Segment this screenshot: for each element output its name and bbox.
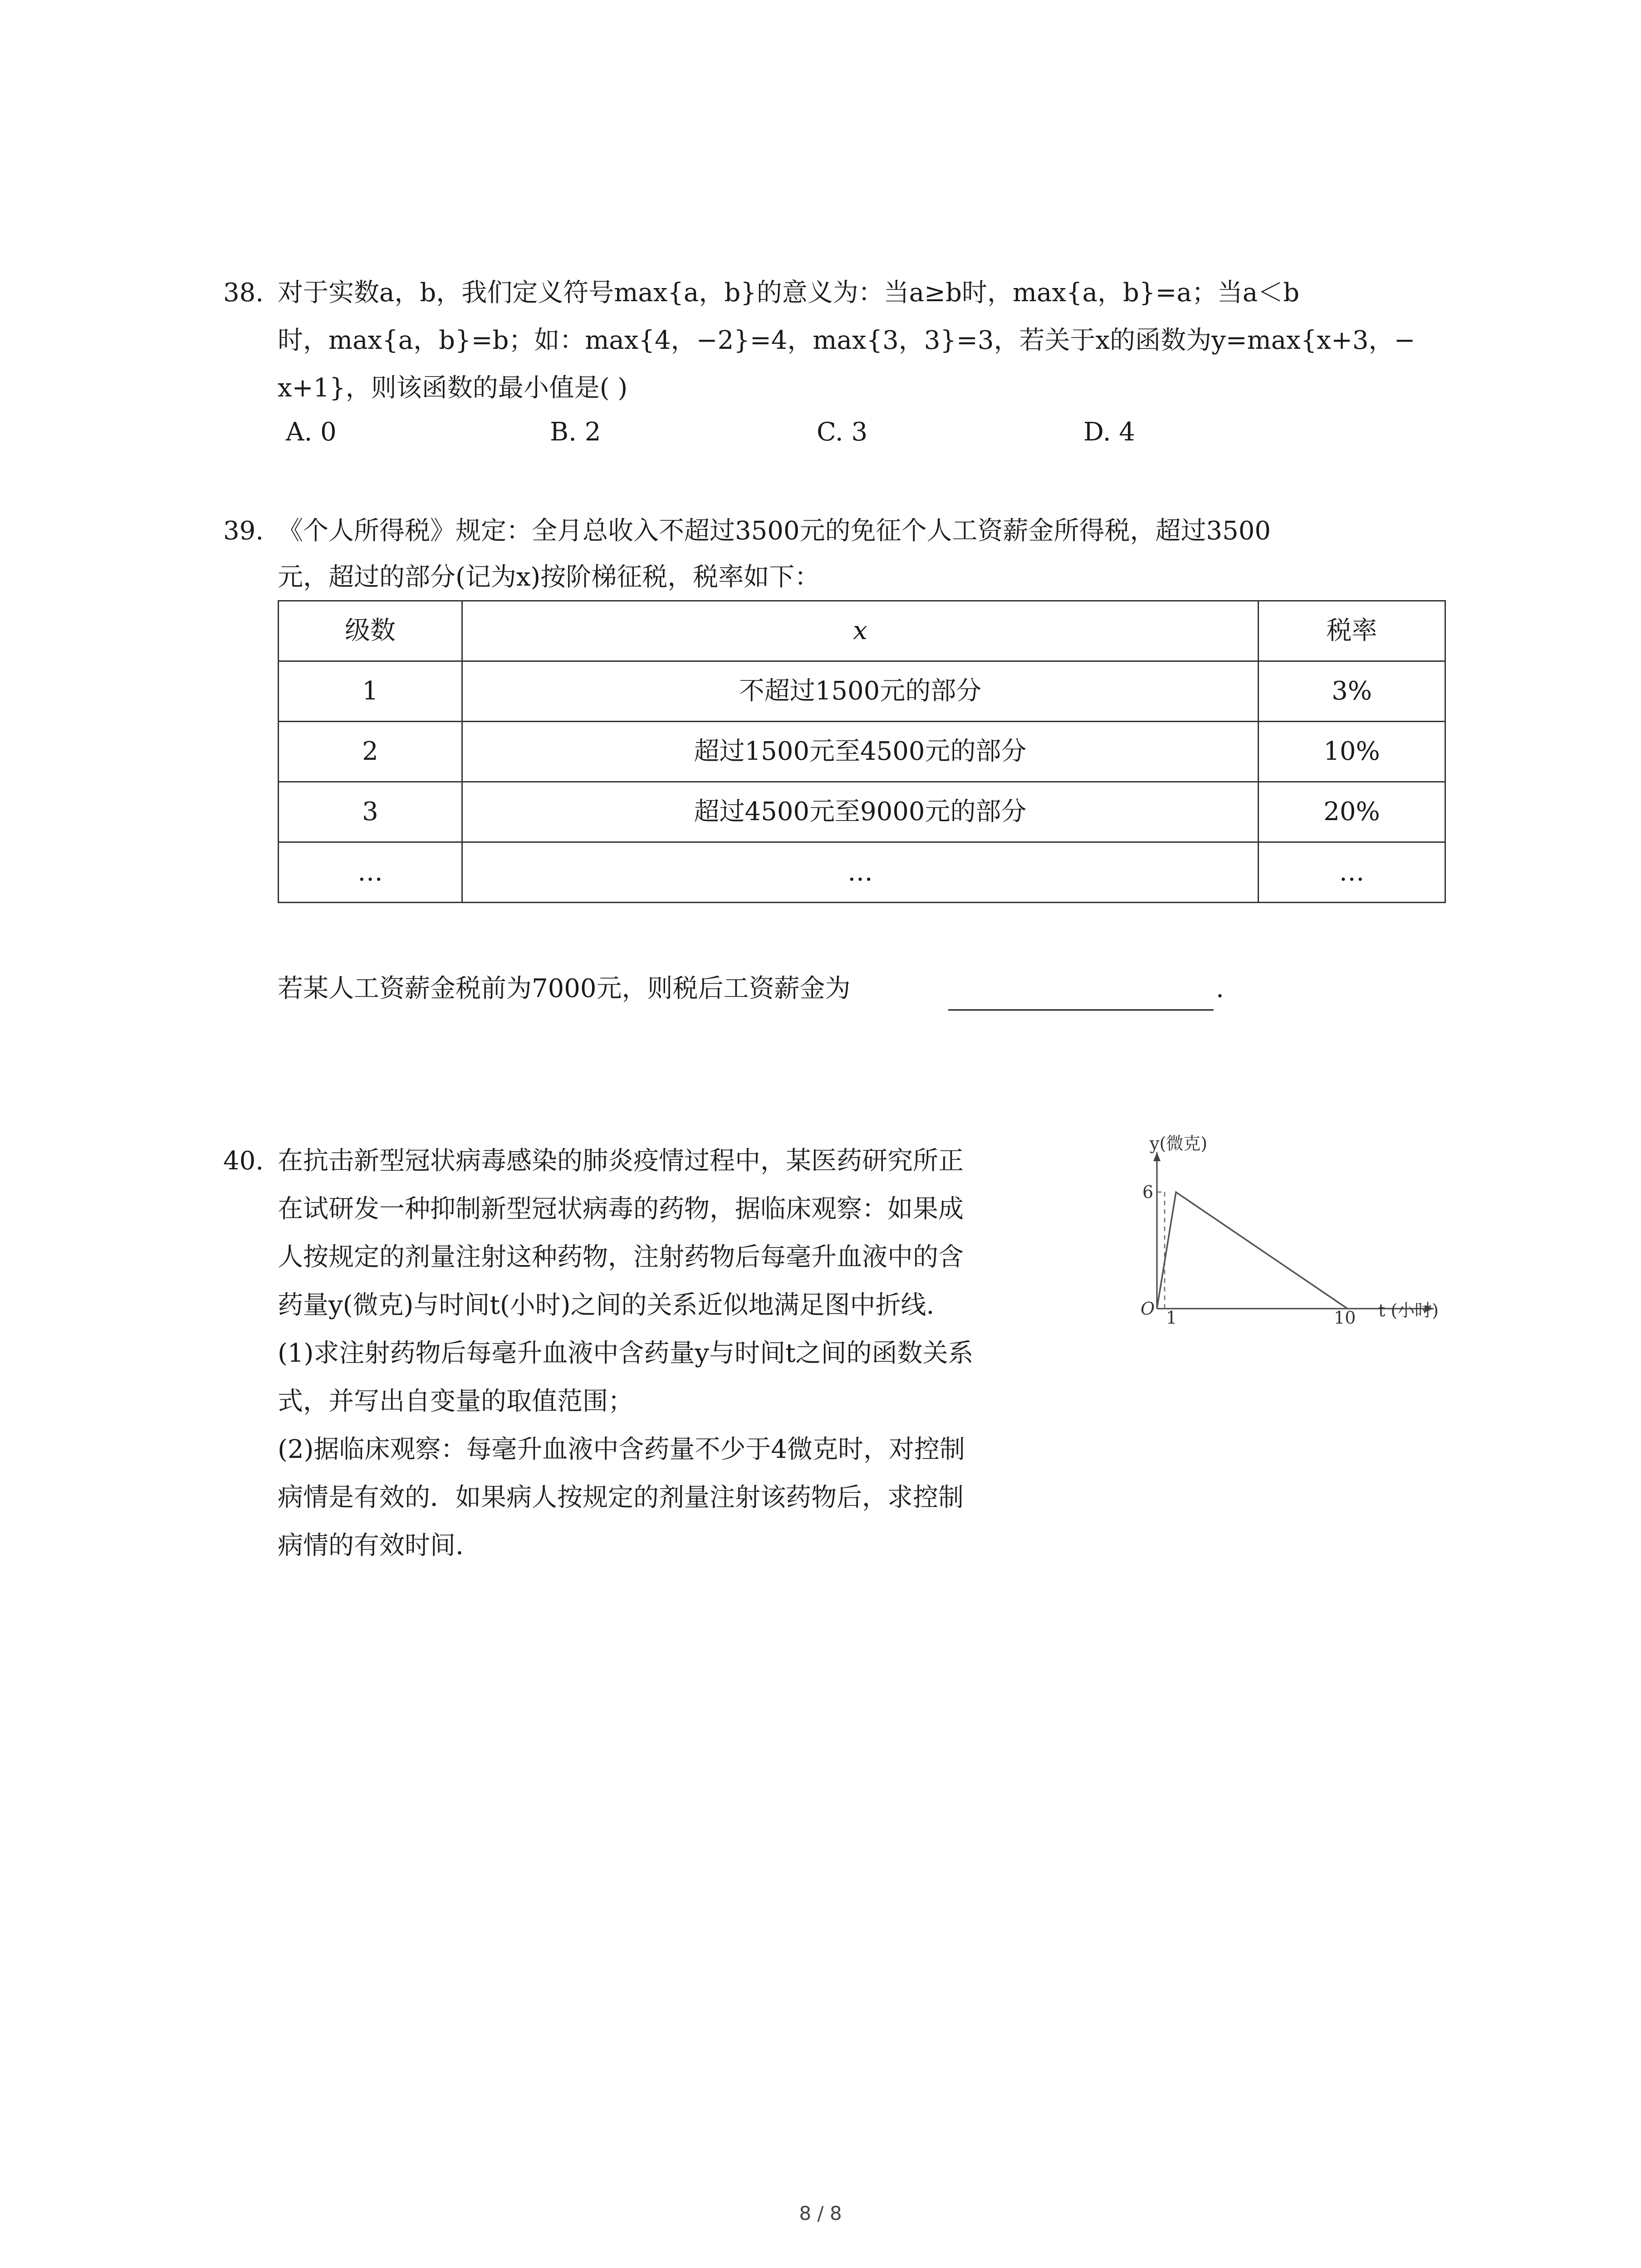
question-text-line: x+1}，则该函数的最小值是( ): [278, 373, 628, 403]
table-cell: 不超过1500元的部分: [462, 661, 1259, 722]
tax-rate-table: [278, 600, 1446, 903]
question-text-line: 病情的有效时间.: [278, 1531, 464, 1560]
question-text-line: 元，超过的部分(记为x)按阶梯征税，税率如下：: [278, 562, 820, 592]
x-tick-label: 1: [1166, 1308, 1177, 1328]
table-cell: 10%: [1259, 722, 1445, 782]
question-text-line: (1)求注射药物后每毫升血液中含药量y与时间t之间的函数关系: [278, 1339, 974, 1368]
table-row: [279, 782, 1445, 842]
question-text-line: 式，并写出自变量的取值范围；: [278, 1387, 633, 1416]
y-axis-label: y(微克): [1150, 1134, 1208, 1154]
option-c: C. 3: [817, 417, 868, 447]
header-rate: 税率: [1259, 601, 1445, 661]
table-cell: 超过4500元至9000元的部分: [462, 782, 1259, 842]
question-text-line: 《个人所得税》规定：全月总收入不超过3500元的免征个人工资薪金所得税，超过3500: [278, 516, 1271, 546]
option-d: D. 4: [1083, 417, 1136, 447]
question-number: 38.: [223, 278, 264, 308]
table-cell: 3: [279, 782, 462, 842]
table-cell: 2: [279, 722, 462, 782]
table-cell: 20%: [1259, 782, 1445, 842]
question-text-line: 在试研发一种抑制新型冠状病毒的药物，据临床观察：如果成: [278, 1194, 964, 1224]
end-mark: .: [1216, 974, 1224, 1003]
table-row: [279, 842, 1445, 903]
table-row: [279, 722, 1445, 782]
y-axis-arrow-icon: [1153, 1152, 1161, 1161]
table-cell: 1: [279, 661, 462, 722]
x-tick-label: 10: [1334, 1308, 1356, 1328]
question-text-line: 对于实数a，b，我们定义符号max{a，b}的意义为：当a≥b时，max{a，b}=a；当a＜b: [278, 278, 1300, 308]
question-text-line: 病情是有效的．如果病人按规定的剂量注射该药物后，求控制: [278, 1483, 964, 1512]
question-text-line: 药量y(微克)与时间t(小时)之间的关系近似地满足图中折线.: [278, 1290, 935, 1320]
option-a: A. 0: [286, 417, 337, 447]
header-level: 级数: [279, 601, 462, 661]
origin-label: O: [1141, 1299, 1155, 1319]
table-cell: …: [1259, 842, 1445, 903]
x-axis-label: t (小时): [1378, 1300, 1439, 1320]
dosage-line-graph: [1107, 1134, 1461, 1329]
table-cell: 3%: [1259, 661, 1445, 722]
question-text-line: 人按规定的剂量注射这种药物，注射药物后每毫升血液中的含: [278, 1242, 964, 1272]
question-text-line: (2)据临床观察：每毫升血液中含药量不少于4微克时，对控制: [278, 1435, 965, 1464]
table-row: [279, 661, 1445, 722]
table-cell: 超过1500元至4500元的部分: [462, 722, 1259, 782]
page-number: 8 / 8: [799, 2202, 842, 2224]
header-x: x: [462, 601, 1259, 661]
table-cell: …: [279, 842, 462, 903]
dosage-curve: [1157, 1192, 1347, 1309]
answer-blank[interactable]: [948, 1009, 1214, 1011]
question-text-line: 时，max{a，b}=b；如：max{4，−2}=4，max{3，3}=3，若关于x的函数为y=max{x+3，−: [278, 326, 1416, 355]
question-number: 39.: [223, 516, 264, 546]
table-cell: …: [462, 842, 1259, 903]
table-header-row: [279, 601, 1445, 661]
question-text-line: 在抗击新型冠状病毒感染的肺炎疫情过程中，某医药研究所正: [278, 1146, 964, 1176]
question-text-line: 若某人工资薪金税前为7000元，则税后工资薪金为: [278, 974, 851, 1003]
y-tick-label: 6: [1142, 1182, 1154, 1202]
option-b: B. 2: [550, 417, 601, 447]
question-number: 40.: [223, 1146, 264, 1176]
